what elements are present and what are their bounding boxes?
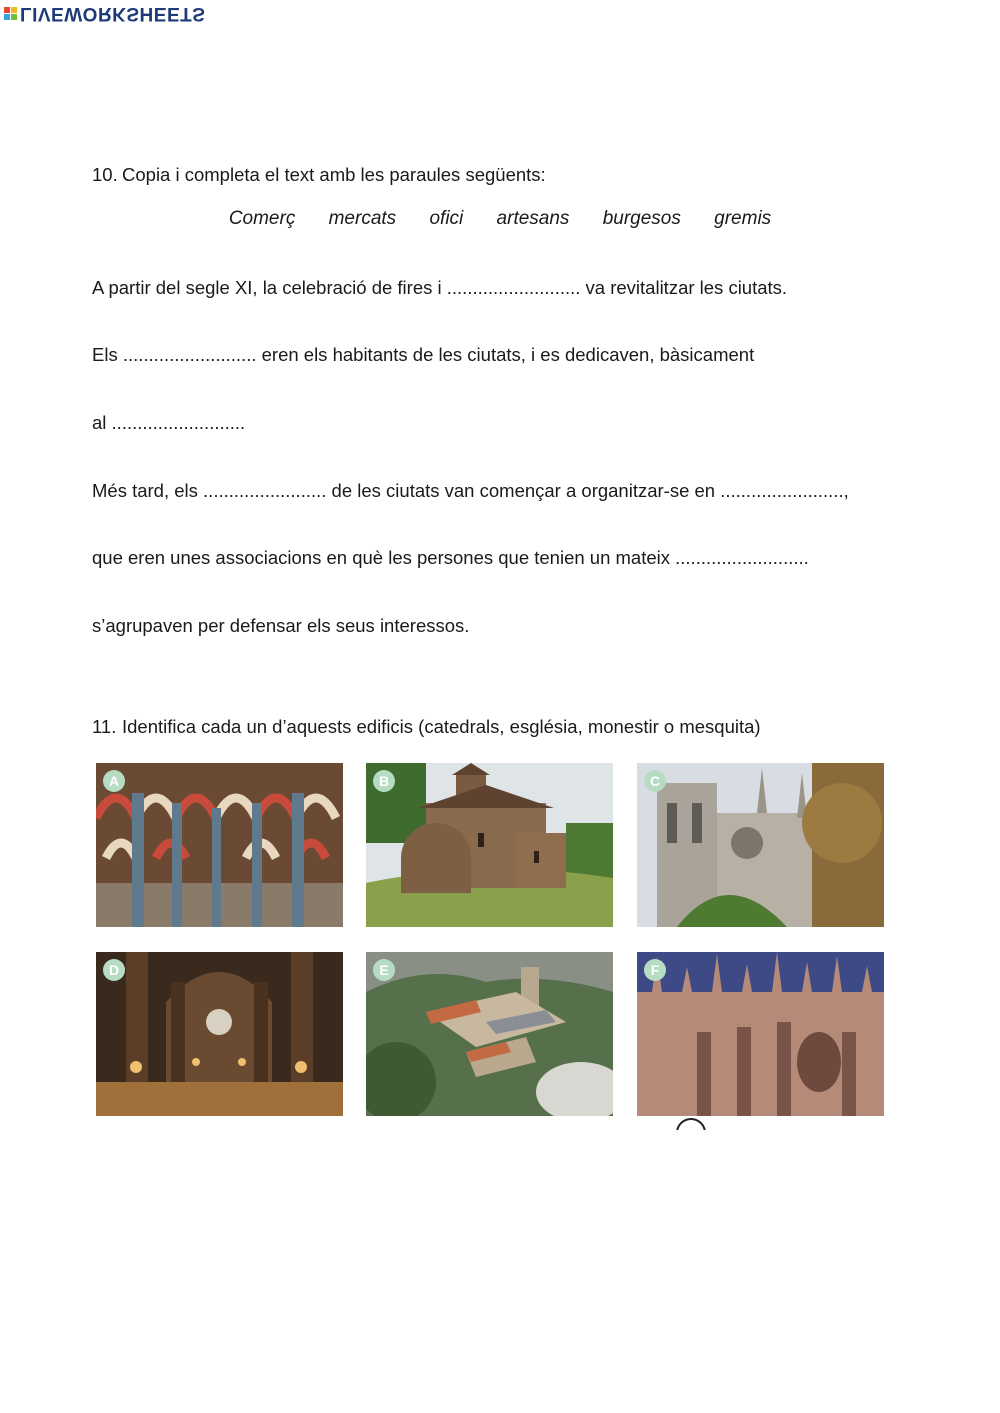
question-11-number: 11. — [92, 716, 117, 737]
photo-label-e: E — [373, 959, 395, 981]
text-line-3: al .......................... — [92, 412, 246, 433]
word-bank — [0, 208, 1000, 230]
photo-label-c: C — [644, 770, 666, 792]
photo-label-f: F — [644, 959, 666, 981]
photo-label-d: D — [103, 959, 125, 981]
page-mark-icon — [676, 1118, 706, 1130]
word-bank-item: Comerç — [228, 208, 296, 229]
text-line-1: A partir del segle XI, la celebració de fires i .......................... va revitalitzar les ciutats. — [92, 277, 788, 298]
word-bank-item: ofici — [429, 208, 464, 229]
photo-label-b: B — [373, 770, 395, 792]
photo-e-monastery — [366, 952, 613, 1116]
text-line-2: Els .......................... eren els habitants de les ciutats, i es dedicaven, bàsicament — [92, 344, 755, 365]
photo-c-cathedral — [637, 763, 884, 927]
photo-d-interior — [96, 952, 343, 1116]
logo-text: LIVEWORKSHEETS — [20, 3, 206, 24]
photo-f-cathedral — [637, 952, 884, 1116]
text-line-6: s’agrupaven per defensar els seus interessos. — [92, 615, 470, 636]
question-11-heading — [92, 716, 761, 738]
question-10-heading — [92, 164, 546, 186]
question-11-instruction: Identifica cada un d’aquests edificis (catedrals, església, monestir o mesquita) — [122, 716, 761, 737]
question-10-instruction: Copia i completa el text amb les paraules següents: — [122, 164, 546, 185]
photo-label-a: A — [103, 770, 125, 792]
liveworksheets-logo — [4, 3, 205, 23]
question-10-number: 10. — [92, 164, 118, 185]
word-bank-item: mercats — [328, 208, 397, 229]
text-line-5: que eren unes associacions en què les persones que tenien un mateix .......................... — [92, 547, 809, 568]
photo-a-mosque — [96, 763, 343, 927]
text-line-4: Més tard, els ........................ de les ciutats van començar a organitzar-se en ........................, — [92, 480, 849, 501]
word-bank-item: artesans — [496, 208, 570, 229]
word-bank-item: burgesos — [602, 208, 681, 229]
logo-mark-icon — [4, 7, 17, 20]
word-bank-item: gremis — [714, 208, 772, 229]
photo-b-church — [366, 763, 613, 927]
